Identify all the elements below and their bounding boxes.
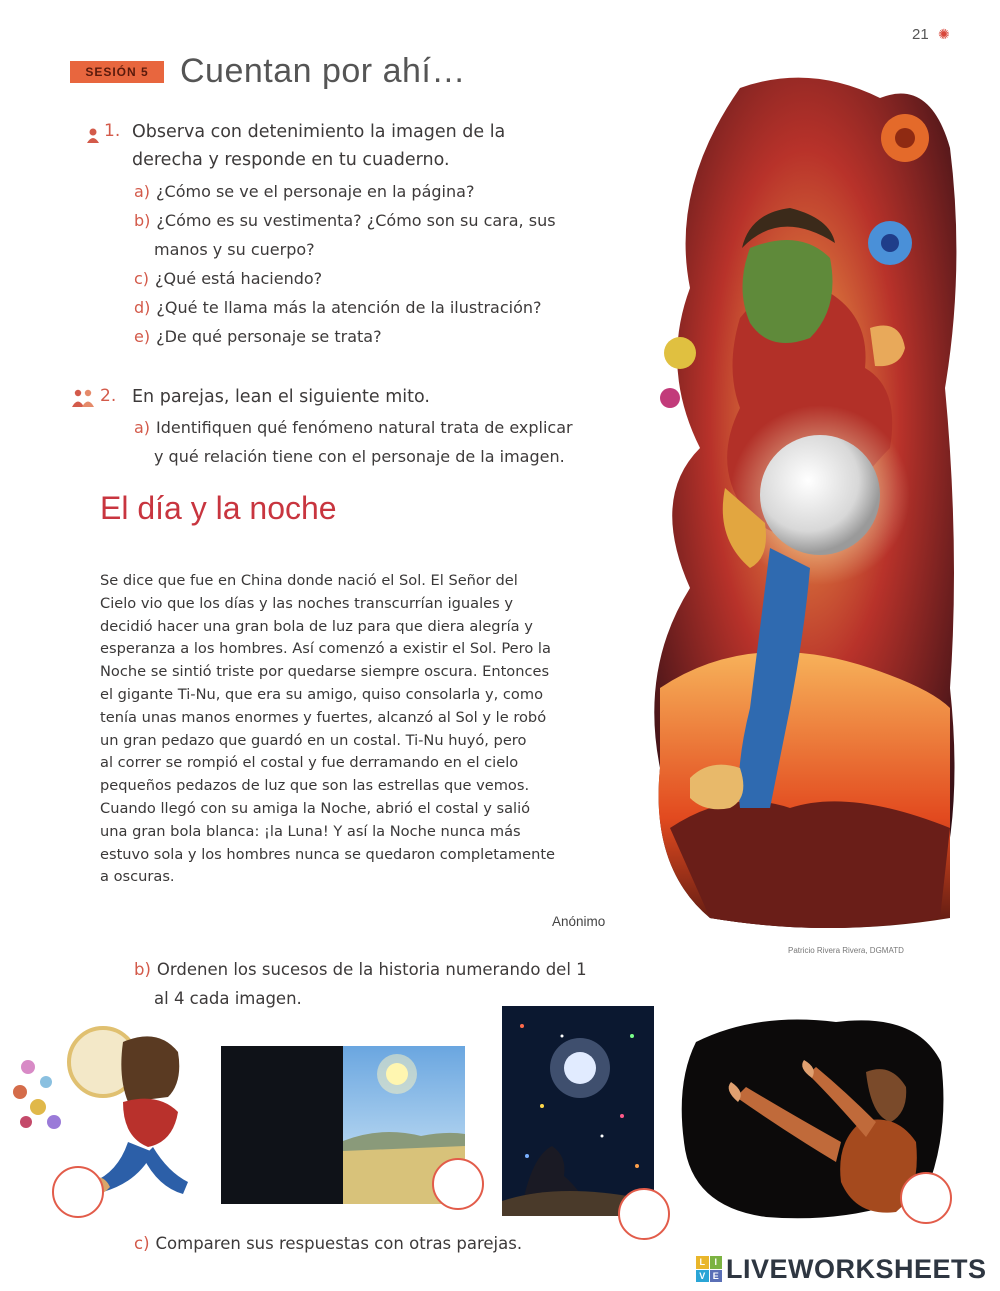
question-text: ¿Qué está haciendo? bbox=[155, 269, 323, 288]
story-line: Cielo vio que los días y las noches transcurrían iguales y bbox=[100, 594, 513, 612]
question-letter: d) bbox=[134, 298, 151, 317]
question-continuation: y qué relación tiene con el personaje de la imagen. bbox=[154, 447, 565, 466]
instruction-line: Observa con detenimiento la imagen de la bbox=[132, 122, 506, 142]
activity-instruction bbox=[132, 118, 505, 174]
logo-cell: I bbox=[710, 1256, 723, 1269]
question-item bbox=[134, 206, 654, 235]
task-letter: c) bbox=[134, 1234, 150, 1253]
question-text: Identifiquen qué fenómeno natural trata de explicar bbox=[156, 418, 573, 437]
picture-night-day bbox=[221, 1046, 465, 1204]
story-line: Se dice que fue en China donde nació el Sol. El Señor del bbox=[100, 572, 518, 589]
session-badge: SESIÓN 5 bbox=[70, 61, 164, 83]
question-list bbox=[134, 177, 654, 351]
question-text: ¿De qué personaje se trata? bbox=[156, 327, 382, 346]
question-letter: c) bbox=[134, 269, 150, 288]
question-letter: b) bbox=[134, 211, 151, 230]
logo-cell: E bbox=[710, 1270, 723, 1283]
question-text: ¿Cómo se ve el personaje en la página? bbox=[156, 182, 475, 201]
story-line: a oscuras. bbox=[100, 868, 175, 886]
story-line: decidió hacer una gran bola de luz para que diera alegría y bbox=[100, 617, 533, 635]
story-title: El día y la noche bbox=[100, 490, 337, 526]
task-text: Comparen sus respuestas con otras parejas. bbox=[155, 1234, 523, 1253]
story-body bbox=[100, 570, 620, 889]
task-c bbox=[134, 1229, 522, 1258]
question-item bbox=[134, 293, 654, 322]
story-line: Noche se sintió triste por quedarse siempre oscura. Entonces bbox=[100, 663, 550, 681]
task-b bbox=[134, 955, 587, 1013]
question-item bbox=[134, 413, 654, 471]
story-line: Cuando llegó con su amiga la Noche, abrió el costal y salió bbox=[100, 799, 531, 817]
question-letter: a) bbox=[134, 418, 151, 437]
question-letter: e) bbox=[134, 327, 151, 346]
individual-work-icon bbox=[84, 127, 102, 145]
task-text: Ordenen los sucesos de la historia numerando del 1 bbox=[156, 960, 587, 979]
liveworksheets-logo[interactable] bbox=[696, 1253, 987, 1285]
story-line: al correr se rompió el costal y fue derramando en el cielo bbox=[100, 754, 519, 772]
flower-icon: ✺ bbox=[938, 27, 950, 43]
logo-cell: L bbox=[696, 1256, 709, 1269]
picture-giant-running bbox=[8, 1022, 204, 1202]
story-line: pequeños pedazos de luz que son las estrellas que vemos. bbox=[100, 777, 530, 795]
story-line: tenía unas manos enormes y fuertes, alcanzó al Sol y le robó bbox=[100, 708, 547, 726]
story-line: estuvo sola y los hombres nunca se quedaron completamente bbox=[100, 845, 556, 863]
instruction-line: derecha y responde en tu cuaderno. bbox=[132, 150, 450, 170]
picture-starry-night bbox=[502, 1006, 654, 1216]
pair-work-icon bbox=[70, 387, 96, 409]
task-continuation: al 4 cada imagen. bbox=[154, 989, 302, 1008]
answer-circle[interactable] bbox=[432, 1158, 484, 1210]
question-letter: a) bbox=[134, 182, 151, 201]
answer-circle[interactable] bbox=[900, 1172, 952, 1224]
question-text: ¿Qué te llama más la atención de la ilustración? bbox=[156, 298, 542, 317]
activity-instruction: En parejas, lean el siguiente mito. bbox=[132, 387, 430, 407]
task-letter: b) bbox=[134, 960, 151, 979]
story-line: una gran bola blanca: ¡la Luna! Y así la Noche nunca más bbox=[100, 822, 521, 840]
logo-cell: V bbox=[696, 1270, 709, 1283]
question-item bbox=[134, 177, 654, 206]
story-line: un gran pedazo que guardó en un costal. Ti-Nu huyó, pero bbox=[100, 731, 527, 749]
question-continuation: manos y su cuerpo? bbox=[154, 240, 315, 259]
question-text: ¿Cómo es su vestimenta? ¿Cómo son su cara, sus bbox=[156, 211, 556, 230]
story-author: Anónimo bbox=[552, 914, 606, 929]
giant-illustration bbox=[630, 68, 965, 938]
story-line: el gigante Ti-Nu, que era su amigo, quiso consolarla y, como bbox=[100, 685, 543, 703]
question-item bbox=[134, 322, 654, 351]
illustration-credit: Patricio Rivera Rivera, DGMATD bbox=[788, 946, 904, 955]
page-title: Cuentan por ahí… bbox=[180, 52, 466, 90]
activity-number: 2. bbox=[100, 386, 117, 406]
answer-circle[interactable] bbox=[618, 1188, 670, 1240]
question-item bbox=[134, 264, 654, 293]
answer-circle[interactable] bbox=[52, 1166, 104, 1218]
story-line: esperanza a los hombres. Así comenzó a existir el Sol. Pero la bbox=[100, 640, 551, 658]
activity-number: 1. bbox=[104, 121, 121, 141]
liveworksheets-brand: LIVEWORKSHEETS bbox=[726, 1253, 987, 1284]
liveworksheets-mark-icon bbox=[696, 1256, 722, 1282]
page-number: 21 bbox=[912, 26, 929, 43]
